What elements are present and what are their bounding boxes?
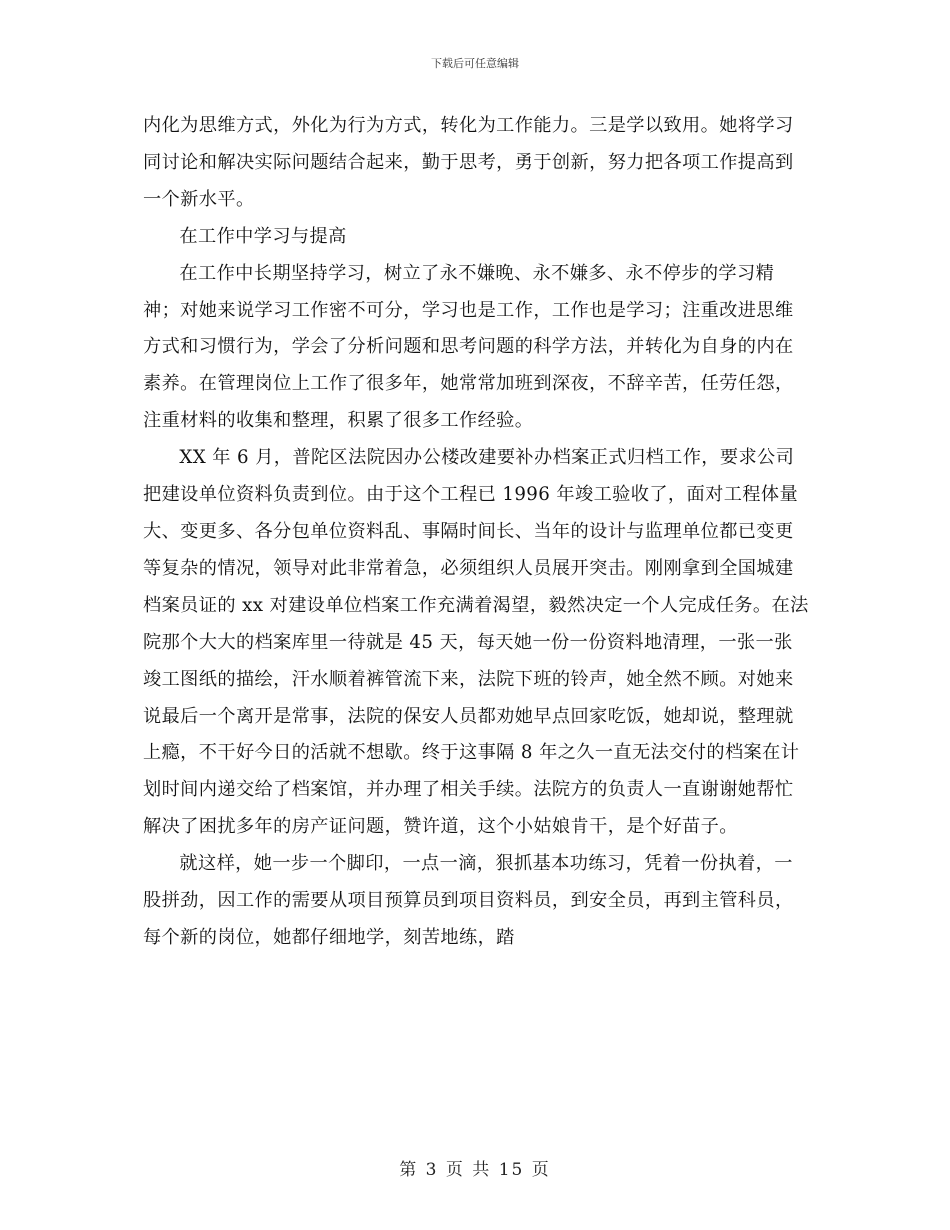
paragraph: 就这样，她一步一个脚印，一点一滴，狠抓基本功练习，凭着一份执着，一股拼劲，因工作的需要从项目预算员到项目资料员，到安全员，再到主管科员，每个新的岗位，她都仔细地学，刻苦地练，踏 xyxy=(143,853,794,948)
paragraph: XX 年 6 月，普陀区法院因办公楼改建要补办档案正式归档工作，要求公司把建设单位资料负责到位。由于这个工程已 1996 年竣工验收了，面对工程体量大、变更多、各分包单位资料乱、事隔时间长、当年的设计与监理单位都已变更等复杂的情况，领导对此非常着急，必须组织人员展开突击。刚刚拿到全国城建档案员证的 xx 对建设单位档案工作充满着渴望，毅然决定一个人完成任务。在法院那个大大的档案库里一待就是 45 天，每天她一份一份资料地清理，一张一张竣工图纸的描绘，汗水顺着裤管流下来，法院下班的铃声，她全然不顾。对她来说最后一个离开是常事，法院的保安人员都劝她早点回家吃饭，她却说，整理就上瘾，不干好今日的活就不想歇。终于这事隔 8 年之久一直无法交付的档案在计划时间内递交给了档案馆，并办理了相关手续。法院方的负责人一直谢谢她帮忙解决了困扰多年的房产证问题，赞许道，这个小姑娘肯干，是个好苗子。 xyxy=(143,447,809,838)
document-body xyxy=(143,108,811,957)
page-number: 第 3 页 共 15 页 xyxy=(399,1160,551,1180)
page-header: 下载后可任意编辑 xyxy=(431,57,519,70)
section-heading: 在工作中学习与提高 xyxy=(179,225,347,247)
paragraph-continuation: 内化为思维方式，外化为行为方式，转化为工作能力。三是学以致用。她将学习同讨论和解决实际问题结合起来，勤于思考，勇于创新，努力把各项工作提高到一个新水平。 xyxy=(143,115,794,210)
paragraph: 在工作中长期坚持学习，树立了永不嫌晚、永不嫌多、永不停步的学习精神；对她来说学习工作密不可分，学习也是工作，工作也是学习；注重改进思维方式和习惯行为，学会了分析问题和思考问题的科学方法，并转化为自身的内在素养。在管理岗位上工作了很多年，她常常加班到深夜，不辞辛苦，任劳任怨，注重材料的收集和整理，积累了很多工作经验。 xyxy=(143,262,794,432)
